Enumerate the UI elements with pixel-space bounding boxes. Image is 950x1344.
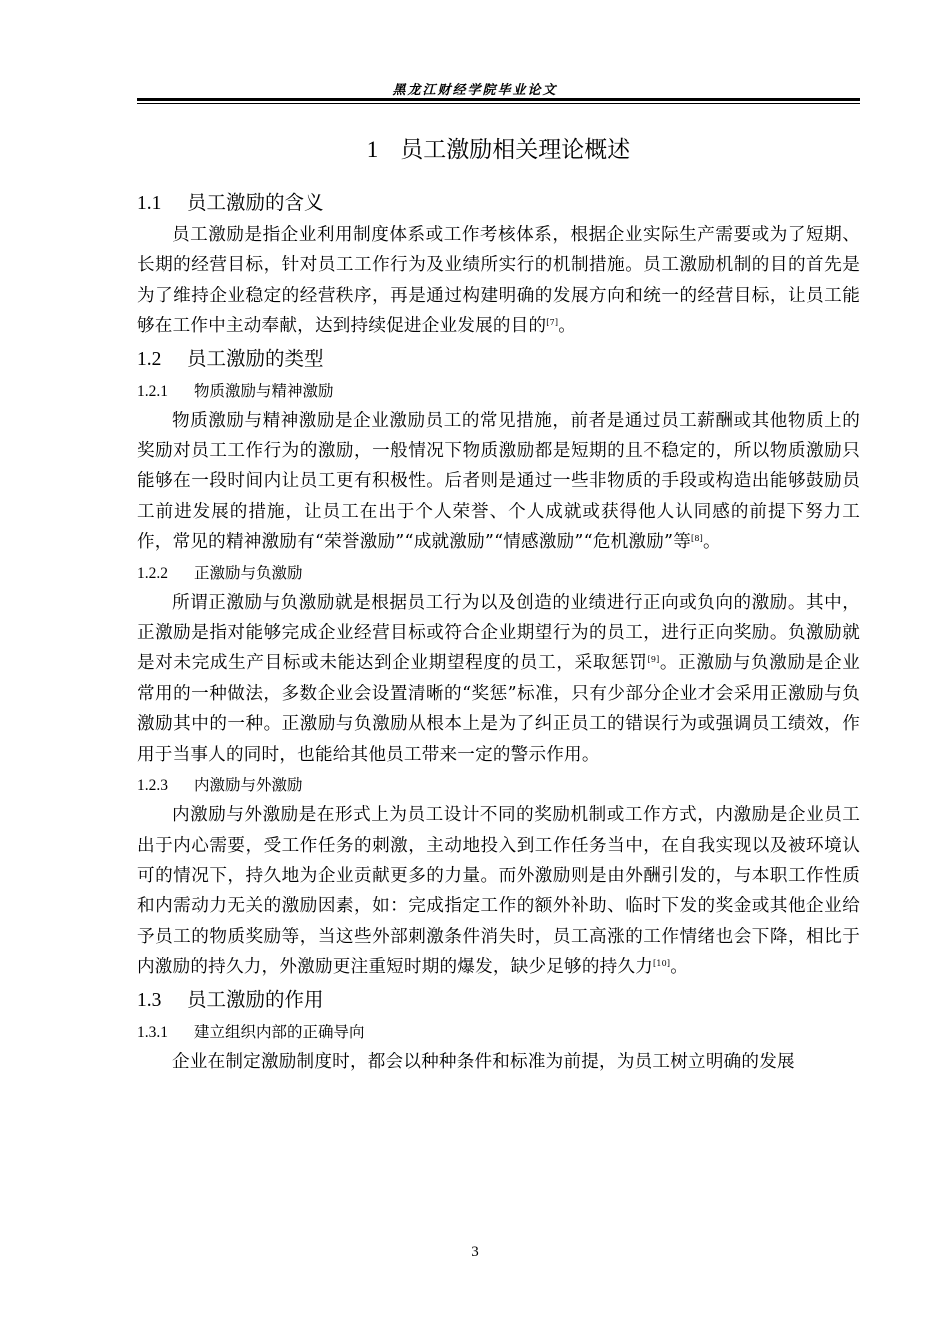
paragraph: [137, 220, 860, 342]
paragraph: [137, 588, 860, 770]
subsection-heading-1-2-2: [137, 558, 860, 588]
paragraph-text: 所谓正激励与负激励就是根据员工行为以及创造的业绩进行正向或负向的激励。其中，正激励是指对能够完成企业经营目标或符合企业期望行为的员工，进行正向奖励。负激励就是对未完成生产目标或未能达到企业期望程度的员工，采取惩罚: [137, 592, 860, 674]
subsection-heading-1-2-1: [137, 376, 860, 406]
paragraph-text: 物质激励与精神激励是企业激励员工的常见措施，前者是通过员工薪酬或其他物质上的奖励对员工工作行为的激励，一般情况下物质激励都是短期的且不稳定的，所以物质激励只能够在一段时间内让员工更有积极性。后者则是通过一些非物质的手段或构造出能够鼓励员工前进发展的措施，让员工在出于个人荣誉、个人成就或获得他人认同感的前提下努力工作，常见的精神激励有“荣誉激励”“成就激励”“情感激励”“危机激励”等: [137, 410, 860, 553]
page-number: 3: [471, 1244, 479, 1260]
subsection-number: 1.2.2: [137, 564, 168, 582]
paragraph: [137, 406, 860, 558]
paragraph-text: 企业在制定激励制度时，都会以种种条件和标准为前提，为员工树立明确的发展: [172, 1051, 795, 1072]
section-title: 员工激励的类型: [187, 346, 324, 370]
citation: [10]: [653, 959, 671, 969]
running-header: 黑龙江财经学院毕业论文: [392, 83, 558, 98]
section-heading-1-2: [137, 342, 860, 376]
paragraph-text-tail: 。: [702, 532, 721, 553]
section-number: 1.2: [137, 348, 162, 370]
subsection-heading-1-2-3: [137, 770, 860, 800]
header-rule-thick: [137, 98, 860, 101]
subsection-title: 建立组织内部的正确导向: [194, 1022, 365, 1041]
chapter-heading: [137, 130, 860, 170]
citation: [9]: [647, 655, 660, 665]
header-rule-thin: [137, 103, 860, 104]
subsection-number: 1.3.1: [137, 1023, 168, 1041]
paragraph-text-tail: 。: [670, 957, 689, 978]
chapter-title: 员工激励相关理论概述: [400, 137, 631, 163]
paragraph-text: 内激励与外激励是在形式上为员工设计不同的奖励机制或工作方式，内激励是企业员工出于内心需要，受工作任务的刺激，主动地投入到工作任务当中，在自我实现以及被环境认可的情况下，持久地为企业贡献更多的力量。而外激励则是由外酬引发的，与本职工作性质和内需动力无关的激励因素，如：完成指定工作的额外补助、临时下发的奖金或其他企业给予员工的物质奖励等，当这些外部刺激条件消失时，员工高涨的工作情绪也会下降，相比于内激励的持久力，外激励更注重短时期的爆发，缺少足够的持久力: [137, 805, 860, 978]
section-number: 1.1: [137, 193, 162, 214]
subsection-number: 1.2.1: [137, 382, 168, 400]
section-title: 员工激励的含义: [187, 191, 324, 214]
citation: [7]: [546, 318, 559, 328]
section-number: 1.3: [137, 989, 162, 1011]
section-title: 员工激励的作用: [187, 987, 324, 1011]
section-heading-1-1: [137, 186, 860, 220]
paragraph-text-tail: 。: [558, 316, 576, 337]
paragraph: [137, 800, 860, 982]
section-heading-1-3: [137, 983, 860, 1017]
subsection-title: 物质激励与精神激励: [194, 381, 334, 400]
paragraph: [137, 1047, 860, 1077]
paragraph-text: 员工激励是指企业利用制度体系或工作考核体系，根据企业实际生产需要或为了短期、长期的经营目标，针对员工工作行为及业绩所实行的机制措施。员工激励机制的目的首先是为了维持企业稳定的经营秩序，再是通过构建明确的发展方向和统一的经营目标，让员工能够在工作中主动奉献，达到持续促进企业发展的目的: [137, 225, 860, 337]
subsection-heading-1-3-1: [137, 1017, 860, 1047]
chapter-number: 1: [366, 137, 379, 162]
subsection-title: 内激励与外激励: [194, 776, 303, 795]
subsection-number: 1.2.3: [137, 777, 168, 795]
paragraph-text-tail: 。正激励与负激励是企业常用的一种做法，多数企业会设置清晰的“奖惩”标准，只有少部分企业才会采用正激励与负激励其中的一种。正激励与负激励从根本上是为了纠正员工的错误行为或强调员工绩效，作用于当事人的同时，也能给其他员工带来一定的警示作用。: [137, 653, 861, 765]
citation: [8]: [691, 534, 703, 544]
page-body: [137, 130, 860, 1077]
subsection-title: 正激励与负激励: [194, 563, 303, 582]
